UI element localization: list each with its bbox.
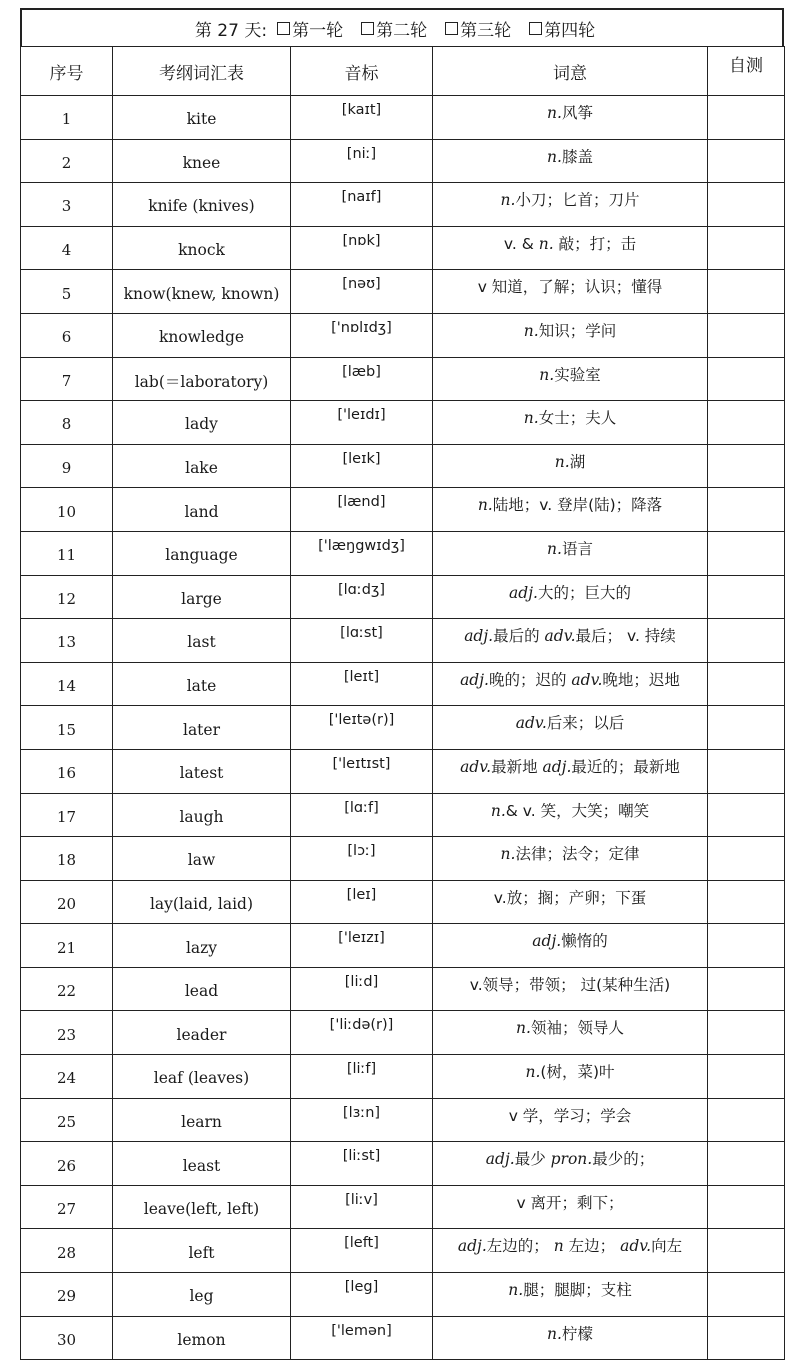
- meaning-text: 腿；腿脚；支柱: [523, 1281, 632, 1300]
- round-2-checkbox[interactable]: [361, 22, 374, 35]
- part-of-speech: n.: [490, 801, 506, 820]
- row-number: 9: [21, 444, 113, 488]
- part-of-speech: adv.: [544, 627, 576, 646]
- table-row: [21, 837, 785, 881]
- row-meaning: [433, 1185, 708, 1229]
- part-of-speech: n.: [500, 191, 516, 210]
- row-self-test-cell[interactable]: [708, 270, 785, 314]
- row-phonetic: [leg]: [291, 1273, 433, 1317]
- row-meaning: [433, 96, 708, 140]
- meaning-text: 法律；法令；定律: [515, 845, 640, 864]
- column-header-meaning: 词意: [433, 47, 708, 96]
- row-meaning: [433, 706, 708, 750]
- table-row: [21, 488, 785, 532]
- table-row: [21, 749, 785, 793]
- row-self-test-cell[interactable]: [708, 401, 785, 445]
- row-word: knowledge: [113, 313, 291, 357]
- meaning-text: 后来；以后: [546, 714, 625, 733]
- part-of-speech: adj.: [542, 757, 572, 776]
- meaning-text: 最少: [514, 1150, 551, 1169]
- meaning-text: 懒惰的: [561, 932, 608, 951]
- table-row: [21, 924, 785, 968]
- meaning-text: v.领导；带领； 过(某种生活): [469, 975, 671, 994]
- round-2-label: 第二轮: [376, 20, 428, 41]
- part-of-speech: n.: [500, 845, 516, 864]
- row-number: 2: [21, 139, 113, 183]
- table-row: [21, 1273, 785, 1317]
- row-meaning: [433, 488, 708, 532]
- row-self-test-cell[interactable]: [708, 226, 785, 270]
- row-self-test-cell[interactable]: [708, 1316, 785, 1360]
- row-phonetic: [naɪf]: [291, 183, 433, 227]
- meaning-text: 晚的；迟的: [488, 670, 572, 689]
- row-self-test-cell[interactable]: [708, 1055, 785, 1099]
- table-row: [21, 531, 785, 575]
- column-header-no: 序号: [21, 47, 113, 96]
- meaning-text: 向左: [651, 1237, 683, 1256]
- row-number: 28: [21, 1229, 113, 1273]
- part-of-speech: n: [553, 1237, 564, 1256]
- row-meaning: [433, 357, 708, 401]
- part-of-speech: n.: [547, 1324, 562, 1343]
- row-self-test-cell[interactable]: [708, 488, 785, 532]
- row-meaning: [433, 444, 708, 488]
- row-number: 30: [21, 1316, 113, 1360]
- row-phonetic: ['læŋgwɪdʒ]: [291, 531, 433, 575]
- round-option-4[interactable]: [529, 16, 595, 41]
- day-header: [20, 8, 784, 46]
- table-row: [21, 313, 785, 357]
- row-meaning: [433, 270, 708, 314]
- row-phonetic: [lɑːdʒ]: [291, 575, 433, 619]
- round-3-label: 第三轮: [460, 20, 512, 41]
- meaning-text: 湖: [569, 452, 586, 471]
- row-number: 4: [21, 226, 113, 270]
- meaning-text: 女士；夫人: [538, 409, 617, 428]
- row-meaning: [433, 1011, 708, 1055]
- row-phonetic: [lɔː]: [291, 837, 433, 881]
- row-self-test-cell[interactable]: [708, 96, 785, 140]
- row-number: 17: [21, 793, 113, 837]
- column-header-word: 考纲词汇表: [113, 47, 291, 96]
- row-meaning: [433, 1316, 708, 1360]
- row-meaning: [433, 1098, 708, 1142]
- table-row: [21, 1142, 785, 1186]
- part-of-speech: n.: [525, 1063, 541, 1082]
- row-meaning: [433, 1229, 708, 1273]
- row-word: law: [113, 837, 291, 881]
- meaning-text: v. &: [503, 234, 539, 253]
- row-phonetic: [nəʊ]: [291, 270, 433, 314]
- meaning-text: 知识；学问: [538, 321, 617, 340]
- row-phonetic: [leɪt]: [291, 662, 433, 706]
- row-meaning: [433, 924, 708, 968]
- row-number: 29: [21, 1273, 113, 1317]
- row-number: 20: [21, 880, 113, 924]
- part-of-speech: n.: [538, 234, 554, 253]
- table-row: [21, 1055, 785, 1099]
- table-row: [21, 1098, 785, 1142]
- row-word: last: [113, 619, 291, 663]
- table-row: [21, 183, 785, 227]
- part-of-speech: adj.: [485, 1150, 515, 1169]
- row-phonetic: [nɒk]: [291, 226, 433, 270]
- part-of-speech: n.: [477, 496, 493, 515]
- column-header-self-test: 自测: [708, 47, 785, 96]
- row-word: lake: [113, 444, 291, 488]
- row-self-test-cell[interactable]: [708, 139, 785, 183]
- row-phonetic: ['lemən]: [291, 1316, 433, 1360]
- row-number: 15: [21, 706, 113, 750]
- table-row: [21, 357, 785, 401]
- round-option-2[interactable]: [361, 16, 427, 41]
- day-label: 第 27 天:: [194, 20, 268, 41]
- row-meaning: [433, 967, 708, 1011]
- row-number: 8: [21, 401, 113, 445]
- row-self-test-cell[interactable]: [708, 357, 785, 401]
- row-self-test-cell[interactable]: [708, 619, 785, 663]
- meaning-text: 小刀；匕首；刀片: [515, 191, 640, 210]
- row-phonetic: [niː]: [291, 139, 433, 183]
- meaning-text: 左边的；: [486, 1237, 554, 1256]
- meaning-text: v.放；搁；产卵；下蛋: [493, 888, 647, 907]
- row-phonetic: [liːv]: [291, 1185, 433, 1229]
- meaning-text: 实验室: [554, 365, 601, 384]
- meaning-text: & v. 笑，大笑；嘲笑: [505, 801, 650, 820]
- row-word: kite: [113, 96, 291, 140]
- meaning-text: v 离开；剩下；: [516, 1193, 624, 1212]
- row-meaning: [433, 1273, 708, 1317]
- row-self-test-cell[interactable]: [708, 444, 785, 488]
- row-word: later: [113, 706, 291, 750]
- row-number: 14: [21, 662, 113, 706]
- part-of-speech: n.: [547, 104, 562, 122]
- row-self-test-cell[interactable]: [708, 1011, 785, 1055]
- meaning-text: 风筝: [561, 104, 593, 122]
- table-row: [21, 401, 785, 445]
- table-row: [21, 967, 785, 1011]
- row-word: large: [113, 575, 291, 619]
- meaning-text: 语言: [561, 539, 593, 558]
- table-row: [21, 1011, 785, 1055]
- part-of-speech: n.: [523, 321, 539, 340]
- row-word: leaf (leaves): [113, 1055, 291, 1099]
- part-of-speech: adv.: [571, 670, 603, 689]
- part-of-speech: n.: [554, 452, 570, 471]
- row-phonetic: [liːf]: [291, 1055, 433, 1099]
- row-meaning: [433, 226, 708, 270]
- row-number: 5: [21, 270, 113, 314]
- row-word: learn: [113, 1098, 291, 1142]
- row-word: lemon: [113, 1316, 291, 1360]
- row-meaning: [433, 837, 708, 881]
- row-self-test-cell[interactable]: [708, 1229, 785, 1273]
- meaning-text: 左边；: [563, 1237, 621, 1256]
- row-number: 21: [21, 924, 113, 968]
- meaning-text: 最近的；最新地: [571, 757, 680, 776]
- round-option-1[interactable]: [277, 16, 343, 41]
- row-self-test-cell[interactable]: [708, 1142, 785, 1186]
- part-of-speech: adj.: [457, 1237, 487, 1256]
- row-phonetic: ['leɪzɪ]: [291, 924, 433, 968]
- row-number: 23: [21, 1011, 113, 1055]
- row-word: leave(left, left): [113, 1185, 291, 1229]
- table-row: [21, 139, 785, 183]
- table-row: [21, 575, 785, 619]
- row-number: 1: [21, 96, 113, 140]
- round-4-label: 第四轮: [544, 20, 596, 41]
- part-of-speech: n.: [547, 147, 562, 166]
- round-3-checkbox[interactable]: [445, 22, 458, 35]
- row-number: 3: [21, 183, 113, 227]
- row-number: 27: [21, 1185, 113, 1229]
- row-phonetic: [lɑːst]: [291, 619, 433, 663]
- row-self-test-cell[interactable]: [708, 924, 785, 968]
- table-row: [21, 226, 785, 270]
- table-row: [21, 96, 785, 140]
- table-row: [21, 880, 785, 924]
- round-4-checkbox[interactable]: [529, 22, 542, 35]
- part-of-speech: adv.: [460, 757, 492, 776]
- row-word: lazy: [113, 924, 291, 968]
- meaning-text: 敲；打；击: [553, 234, 637, 253]
- table-row: [21, 444, 785, 488]
- row-phonetic: ['nɒlɪdʒ]: [291, 313, 433, 357]
- row-word: lady: [113, 401, 291, 445]
- row-phonetic: ['liːdə(r)]: [291, 1011, 433, 1055]
- table-row: [21, 662, 785, 706]
- part-of-speech: adj.: [509, 583, 538, 602]
- row-self-test-cell[interactable]: [708, 183, 785, 227]
- table-row: [21, 706, 785, 750]
- meaning-text: 最新地: [491, 757, 543, 776]
- row-number: 18: [21, 837, 113, 881]
- row-number: 7: [21, 357, 113, 401]
- vocabulary-table: [20, 46, 785, 1360]
- round-1-label: 第一轮: [292, 20, 344, 41]
- row-word: knock: [113, 226, 291, 270]
- column-header-ipa: 音标: [291, 47, 433, 96]
- row-self-test-cell[interactable]: [708, 1185, 785, 1229]
- row-meaning: [433, 531, 708, 575]
- part-of-speech: adj.: [460, 670, 489, 689]
- table-row: [21, 619, 785, 663]
- part-of-speech: n.: [539, 365, 555, 384]
- row-phonetic: [kaɪt]: [291, 96, 433, 140]
- row-phonetic: ['leɪtɪst]: [291, 749, 433, 793]
- part-of-speech: n.: [508, 1281, 524, 1300]
- row-word: latest: [113, 749, 291, 793]
- row-phonetic: [liːst]: [291, 1142, 433, 1186]
- meaning-text: 最后； v. 持续: [575, 627, 676, 646]
- row-meaning: [433, 619, 708, 663]
- row-meaning: [433, 662, 708, 706]
- row-meaning: [433, 1055, 708, 1099]
- row-meaning: [433, 1142, 708, 1186]
- row-number: 16: [21, 749, 113, 793]
- row-phonetic: [left]: [291, 1229, 433, 1273]
- row-word: late: [113, 662, 291, 706]
- row-word: lab(＝laboratory): [113, 357, 291, 401]
- part-of-speech: pron.: [550, 1150, 593, 1169]
- row-meaning: [433, 183, 708, 227]
- vocabulary-rows: [21, 96, 785, 1360]
- row-word: land: [113, 488, 291, 532]
- row-number: 13: [21, 619, 113, 663]
- table-row: [21, 1185, 785, 1229]
- table-header-row: [21, 47, 785, 96]
- row-self-test-cell[interactable]: [708, 880, 785, 924]
- round-1-checkbox[interactable]: [277, 22, 290, 35]
- row-phonetic: [læb]: [291, 357, 433, 401]
- row-word: leader: [113, 1011, 291, 1055]
- meaning-text: 膝盖: [561, 147, 593, 166]
- row-number: 26: [21, 1142, 113, 1186]
- meaning-text: 陆地；v. 登岸(陆)；降落: [492, 496, 663, 515]
- row-self-test-cell[interactable]: [708, 749, 785, 793]
- row-number: 10: [21, 488, 113, 532]
- row-meaning: [433, 749, 708, 793]
- row-meaning: [433, 880, 708, 924]
- part-of-speech: adj.: [532, 932, 562, 951]
- row-self-test-cell[interactable]: [708, 793, 785, 837]
- row-self-test-cell[interactable]: [708, 837, 785, 881]
- row-self-test-cell[interactable]: [708, 575, 785, 619]
- table-row: [21, 270, 785, 314]
- meaning-text: 柠檬: [561, 1324, 593, 1343]
- row-meaning: [433, 139, 708, 183]
- row-self-test-cell[interactable]: [708, 313, 785, 357]
- row-word: laugh: [113, 793, 291, 837]
- part-of-speech: adj.: [464, 627, 494, 646]
- row-self-test-cell[interactable]: [708, 662, 785, 706]
- table-row: [21, 1229, 785, 1273]
- row-phonetic: [lɑːf]: [291, 793, 433, 837]
- row-phonetic: [liːd]: [291, 967, 433, 1011]
- row-self-test-cell[interactable]: [708, 1098, 785, 1142]
- row-phonetic: [lɜːn]: [291, 1098, 433, 1142]
- row-number: 11: [21, 531, 113, 575]
- row-meaning: [433, 793, 708, 837]
- row-self-test-cell[interactable]: [708, 706, 785, 750]
- row-phonetic: [leɪ]: [291, 880, 433, 924]
- round-option-3[interactable]: [445, 16, 511, 41]
- row-phonetic: [leɪk]: [291, 444, 433, 488]
- part-of-speech: n.: [547, 539, 562, 558]
- row-word: knee: [113, 139, 291, 183]
- meaning-text: 领袖；领导人: [530, 1019, 624, 1038]
- part-of-speech: n.: [523, 409, 539, 428]
- row-number: 24: [21, 1055, 113, 1099]
- row-number: 22: [21, 967, 113, 1011]
- meaning-text: 大的；巨大的: [537, 583, 631, 602]
- row-meaning: [433, 575, 708, 619]
- table-row: [21, 793, 785, 837]
- row-self-test-cell[interactable]: [708, 531, 785, 575]
- row-word: lay(laid, laid): [113, 880, 291, 924]
- row-number: 6: [21, 313, 113, 357]
- vocabulary-sheet: [20, 8, 784, 1360]
- row-phonetic: [lænd]: [291, 488, 433, 532]
- part-of-speech: adv.: [515, 714, 547, 733]
- row-phonetic: ['leɪdɪ]: [291, 401, 433, 445]
- row-number: 12: [21, 575, 113, 619]
- meaning-text: 晚地；迟地: [602, 670, 680, 689]
- part-of-speech: n.: [516, 1019, 531, 1038]
- row-self-test-cell[interactable]: [708, 967, 785, 1011]
- row-word: lead: [113, 967, 291, 1011]
- row-phonetic: ['leɪtə(r)]: [291, 706, 433, 750]
- table-row: [21, 1316, 785, 1360]
- row-meaning: [433, 401, 708, 445]
- meaning-text: v 知道，了解；认识；懂得: [477, 278, 663, 297]
- part-of-speech: adv.: [620, 1237, 652, 1256]
- meaning-text: (树，菜)叶: [540, 1063, 615, 1082]
- row-number: 25: [21, 1098, 113, 1142]
- row-meaning: [433, 313, 708, 357]
- row-word: language: [113, 531, 291, 575]
- row-word: knife (knives): [113, 183, 291, 227]
- row-self-test-cell[interactable]: [708, 1273, 785, 1317]
- row-word: left: [113, 1229, 291, 1273]
- row-word: know(knew, known): [113, 270, 291, 314]
- meaning-text: v 学，学习；学会: [508, 1106, 632, 1125]
- row-word: least: [113, 1142, 291, 1186]
- meaning-text: 最少的；: [592, 1150, 655, 1169]
- row-word: leg: [113, 1273, 291, 1317]
- meaning-text: 最后的: [493, 627, 545, 646]
